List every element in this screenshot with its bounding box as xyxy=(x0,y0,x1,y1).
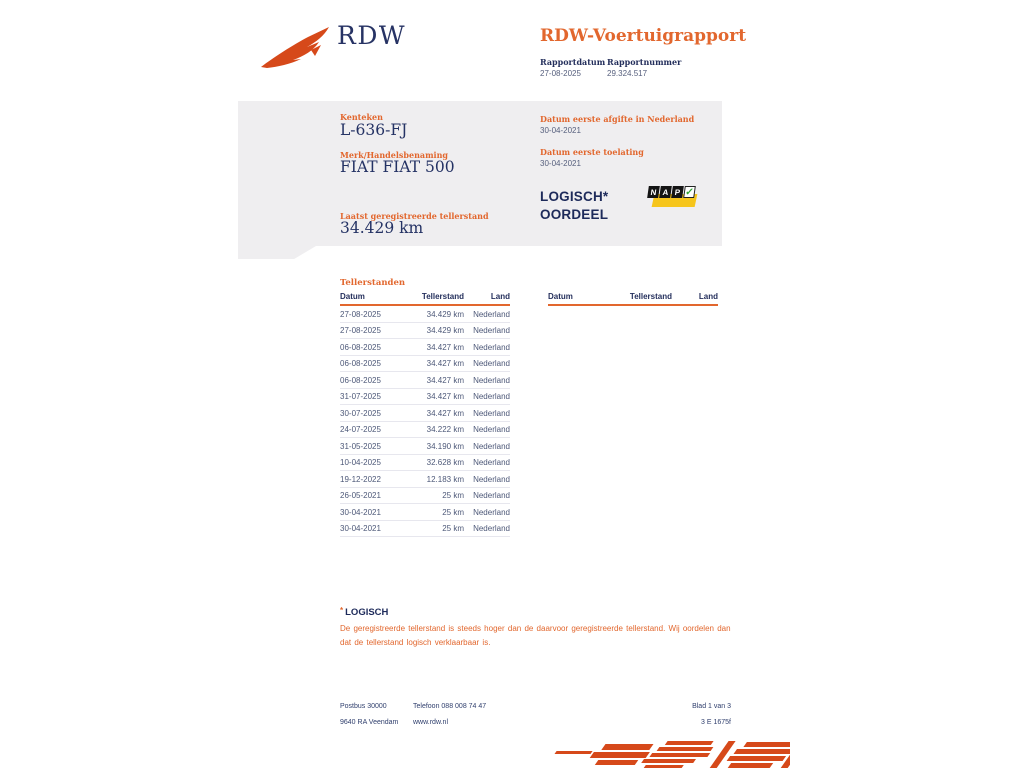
oordeel-line2: OORDEEL xyxy=(540,207,609,222)
rapportnummer-value: 29.324.517 xyxy=(607,69,648,78)
footer-phone: Telefoon 088 008 74 47 xyxy=(413,703,487,710)
cell-land: Nederland xyxy=(464,372,510,389)
cell-tellerstand: 34.222 km xyxy=(402,421,464,438)
cell-datum: 30-04-2021 xyxy=(340,504,402,521)
cell-tellerstand: 34.429 km xyxy=(402,322,464,339)
nap-letter-a: A xyxy=(659,186,672,198)
table-header-row xyxy=(340,290,510,305)
tellerstanden-table-left xyxy=(340,290,510,537)
rapportnummer-label: Rapportnummer xyxy=(607,57,682,67)
col-header-tellerstand: Tellerstand xyxy=(610,290,672,305)
kenteken-value: L-636-FJ xyxy=(340,121,408,139)
vehicle-summary-box-tab xyxy=(238,246,316,259)
table-row xyxy=(340,405,510,422)
table-row xyxy=(340,322,510,339)
laatste-tellerstand-value: 34.429 km xyxy=(340,219,424,237)
table-row xyxy=(340,421,510,438)
cell-datum: 30-04-2021 xyxy=(340,520,402,537)
cell-tellerstand: 25 km xyxy=(402,504,464,521)
table-row xyxy=(340,372,510,389)
cell-tellerstand: 25 km xyxy=(402,487,464,504)
cell-land: Nederland xyxy=(464,487,510,504)
afgifte-value: 30-04-2021 xyxy=(540,126,581,135)
toelating-label: Datum eerste toelating xyxy=(540,147,644,157)
table-row xyxy=(340,388,510,405)
footer-address-line1: Postbus 30000 xyxy=(340,703,387,710)
table-row xyxy=(340,487,510,504)
rapportdatum-label: Rapportdatum xyxy=(540,57,606,67)
cell-land: Nederland xyxy=(464,355,510,372)
col-header-datum: Datum xyxy=(548,290,610,305)
cell-tellerstand: 34.427 km xyxy=(402,355,464,372)
table-row xyxy=(340,438,510,455)
cell-tellerstand: 34.427 km xyxy=(402,339,464,356)
footnote-heading xyxy=(340,606,388,618)
cell-tellerstand: 34.427 km xyxy=(402,372,464,389)
footer-form-code: 3 E 1675f xyxy=(701,719,731,726)
cell-tellerstand: 32.628 km xyxy=(402,454,464,471)
cell-land: Nederland xyxy=(464,438,510,455)
col-header-land: Land xyxy=(672,290,718,305)
footnote-text: De geregistreerde tellerstand is steeds hoger dan de daarvoor geregistreerde tellerstand. Wij oordelen dan dat de tellerstand logisch verklaarbaar is. xyxy=(340,624,731,647)
cell-datum: 06-08-2025 xyxy=(340,372,402,389)
cell-datum: 06-08-2025 xyxy=(340,339,402,356)
footer-page-number: Blad 1 van 3 xyxy=(692,703,731,710)
cell-land: Nederland xyxy=(464,454,510,471)
cell-tellerstand: 34.429 km xyxy=(402,305,464,322)
oordeel-line1: LOGISCH* xyxy=(540,189,609,204)
footer-contact xyxy=(413,699,486,731)
footer-pageinfo xyxy=(600,699,731,731)
cell-tellerstand: 12.183 km xyxy=(402,471,464,488)
cell-tellerstand: 34.190 km xyxy=(402,438,464,455)
table-row xyxy=(340,471,510,488)
rdw-logo-text: RDW xyxy=(337,21,407,50)
nap-letter-n: N xyxy=(647,186,660,198)
tellerstanden-title: Tellerstanden xyxy=(340,278,406,288)
merk-value: FIAT FIAT 500 xyxy=(340,158,455,176)
cell-land: Nederland xyxy=(464,322,510,339)
table-row xyxy=(340,454,510,471)
table-header-row xyxy=(548,290,718,305)
table-row xyxy=(340,339,510,356)
cell-land: Nederland xyxy=(464,339,510,356)
cell-land: Nederland xyxy=(464,405,510,422)
cell-datum: 06-08-2025 xyxy=(340,355,402,372)
kenteken-label: Kenteken xyxy=(340,112,383,122)
cell-land: Nederland xyxy=(464,421,510,438)
laatste-tellerstand-label: Laatst geregistreerde tellerstand xyxy=(340,211,489,221)
cell-datum: 19-12-2022 xyxy=(340,471,402,488)
table-row xyxy=(340,355,510,372)
cell-datum: 27-08-2025 xyxy=(340,322,402,339)
col-header-land: Land xyxy=(464,290,510,305)
footnote-heading-text: LOGISCH xyxy=(345,607,389,618)
cell-datum: 26-05-2021 xyxy=(340,487,402,504)
tellerstanden-table-right xyxy=(548,290,718,306)
footer-website-link[interactable]: www.rdw.nl xyxy=(413,719,449,726)
cell-datum: 31-05-2025 xyxy=(340,438,402,455)
rdw-wing-logo-icon xyxy=(260,26,334,68)
cell-datum: 27-08-2025 xyxy=(340,305,402,322)
table-row xyxy=(340,305,510,322)
cell-tellerstand: 34.427 km xyxy=(402,405,464,422)
nap-check-icon: ✓ xyxy=(684,186,695,198)
col-header-datum: Datum xyxy=(340,290,402,305)
cell-tellerstand: 34.427 km xyxy=(402,388,464,405)
cell-datum: 10-04-2025 xyxy=(340,454,402,471)
rapportdatum-value: 27-08-2025 xyxy=(540,69,581,78)
nap-letter-p: P xyxy=(671,186,684,198)
merk-label: Merk/Handelsbenaming xyxy=(340,150,449,160)
tellerstanden-tbody xyxy=(340,305,510,537)
table-row xyxy=(340,520,510,537)
footer-address xyxy=(340,699,398,731)
cell-datum: 31-07-2025 xyxy=(340,388,402,405)
cell-land: Nederland xyxy=(464,305,510,322)
bottom-stripes-decoration-icon xyxy=(545,739,790,768)
col-header-tellerstand: Tellerstand xyxy=(402,290,464,305)
cell-land: Nederland xyxy=(464,471,510,488)
table-row xyxy=(340,504,510,521)
cell-land: Nederland xyxy=(464,520,510,537)
toelating-value: 30-04-2021 xyxy=(540,159,581,168)
oordeel-badge xyxy=(540,188,608,224)
cell-land: Nederland xyxy=(464,388,510,405)
afgifte-label: Datum eerste afgifte in Nederland xyxy=(540,114,695,124)
footer-address-line2: 9640 RA Veendam xyxy=(340,719,399,726)
nap-logo xyxy=(648,186,698,212)
cell-datum: 24-07-2025 xyxy=(340,421,402,438)
footnote-asterisk: * xyxy=(340,606,344,615)
cell-land: Nederland xyxy=(464,504,510,521)
page-title: RDW-Voertuigrapport xyxy=(540,26,747,46)
cell-datum: 30-07-2025 xyxy=(340,405,402,422)
cell-tellerstand: 25 km xyxy=(402,520,464,537)
